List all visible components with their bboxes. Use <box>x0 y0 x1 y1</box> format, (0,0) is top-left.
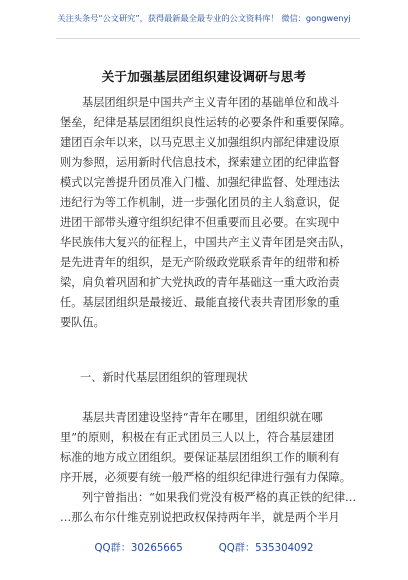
section-heading: 一、新时代基层团组织的管理现状 <box>80 371 248 384</box>
paragraph-line: 梁，肩负着巩固和扩大党执政的青年基础这一重大政治责 <box>60 276 340 289</box>
paragraph-line: 模式以完善提升团员准入门槛、加强纪律监督、处理违法 <box>60 176 340 189</box>
header-divider <box>56 38 360 39</box>
document-title: 关于加强基层团组织建设调研与思考 <box>101 69 307 84</box>
footer-qq-group-1: QQ群：30265665 <box>94 543 183 554</box>
paragraph-line: 华民族伟大复兴的征程上，中国共产主义青年团是突击队， <box>60 236 351 249</box>
paragraph-line: 标准的地方成立团组织。要保证基层团组织工作的顺利有 <box>60 451 340 464</box>
paragraph-line: …那么布尔什维克别说把政权保持两年半，就是两个半月 <box>60 511 340 524</box>
paragraph-line: 是先进青年的组织，是无产阶级政党联系青年的纽带和桥 <box>60 256 340 269</box>
intro-paragraph <box>60 93 360 333</box>
paragraph-line: 要队伍。 <box>60 316 105 329</box>
paragraph-line: 基层共青团建设坚持“青年在哪里，团组织就在哪 <box>82 411 323 424</box>
paragraph-line: 违纪行为等工作机制，进一步强化团员的主人翁意识，促 <box>60 196 340 209</box>
paragraph-line: 序开展，必须要有统一般严格的组织纪律进行强有力保障。 <box>60 471 351 484</box>
paragraph-line: 则为参照，运用新时代信息技术，探索建立团的纪律监督 <box>60 156 340 169</box>
paragraph-line: 建团百余年以来，以马克思主义加强组织内部纪律建设原 <box>60 136 340 149</box>
footer-qq-group-2: QQ群：535304092 <box>218 543 314 554</box>
paragraph-line: 基层团组织是中国共产主义青年团的基础单位和战斗 <box>82 96 340 109</box>
paragraph-line: 里”的原则，积极在有正式团员三人以上，符合基层建团 <box>60 431 335 444</box>
paragraph-line: 进团干部带头遵守组织纪律不但重要而且必要。在实现中 <box>60 216 340 229</box>
footer-contact <box>0 539 408 554</box>
section-paragraph <box>60 408 360 528</box>
paragraph-line: 堡垒，纪律是基层团组织良性运转的必要条件和重要保障。 <box>60 116 351 129</box>
header-promo-note: 关注头条号“公文研究”，获得最新最全最专业的公文资料库！ 微信：gongwenyj <box>57 13 351 23</box>
paragraph-line: 列宁曾指出：“如果我们党没有极严格的真正铁的纪律… <box>82 491 357 504</box>
paragraph-line: 任。基层团组织是最接近、最能直接代表共青团形象的重 <box>60 296 340 309</box>
